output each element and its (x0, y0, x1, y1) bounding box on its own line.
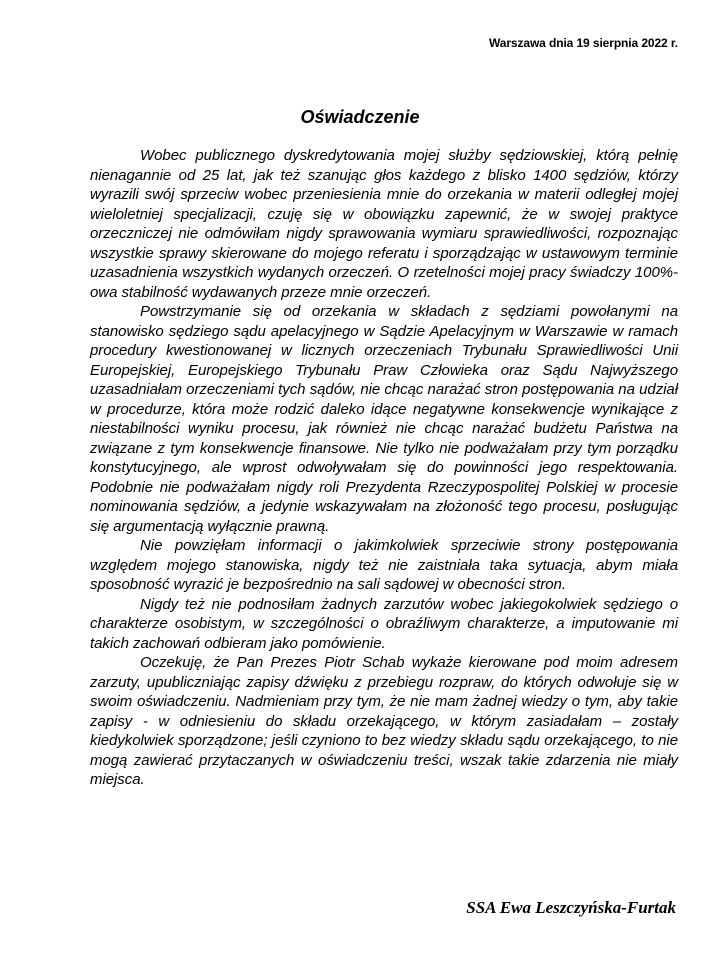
paragraph-4: Nigdy też nie podnosiłam żadnych zarzutów wobec jakiegokolwiek sędziego o charakterze osobistym, w szczególności o obraźliwym charakterze, a imputowanie mi takich zachowań odbieram jako pomówienie. (90, 595, 678, 652)
paragraph-2: Powstrzymanie się od orzekania w składach z sędziami powołanymi na stanowisko sędziego sądu apelacyjnego w Sądzie Apelacyjnym w Warszawie w ramach procedury kwestionowanej w licznych orzeczeniach Trybunału Sprawiedliwości Unii Europejskiej, Europejskiego Trybunału Praw Człowieka oraz Sądu Najwyższego uzasadniałam orzeczeniami tych sądów, nie chcąc narażać stron postępowania na udział w procedurze, która może rodzić daleko idące negatywne konsekwencje wynikające z niestabilności wyniku procesu, jak również nie chcąc narażać budżetu Państwa na związane z tym konsekwencje finansowe. Nie tylko nie podważałam przy tym porządku konstytucyjnego, ale wprost odwoływałam się do powinności jego respektowania. Podobnie nie podważałam nigdy roli Prezydenta Rzeczypospolitej Polskiej w procesie nominowania sędziów, a jedynie wskazywałam na złożoność tego procesu, posługując się argumentacją wyłącznie prawną. (90, 303, 678, 535)
document-body (90, 146, 678, 790)
paragraph-1: Wobec publicznego dyskredytowania mojej służby sędziowskiej, którą pełnię nienagannie od 25 lat, jak też szanując głos każdego z blisko 1400 sędziów, którzy wyrazili swój sprzeciw wobec przeniesienia mnie do orzekania w materii odległej mojej wieloletniej specjalizacji, czuję się w obowiązku zapewnić, że w swojej praktyce orzeczniczej nie odmówiłam nigdy sprawowania wymiaru sprawiedliwości, rozpoznając wszystkie sprawy skierowane do mojego referatu i sporządzając w ustawowym terminie uzasadnienia wszystkich wydanych orzeczeń. O rzetelności mojej pracy świadczy 100%- owa stabilność wydawanych przeze mnie orzeczeń. (90, 147, 678, 301)
document-title: Oświadczenie (300, 107, 420, 127)
signature: SSA Ewa Leszczyńska-Furtak (466, 898, 676, 917)
paragraph-3: Nie powzięłam informacji o jakimkolwiek sprzeciwie strony postępowania względem mojego stanowiska, nigdy też nie zaistniała taka sytuacja, abym miała sposobność wyrazić je bezpośrednio na sali sądowej w obecności stron. (90, 537, 678, 593)
date-line: Warszawa dnia 19 sierpnia 2022 r. (488, 36, 678, 50)
paragraph-5: Oczekuję, że Pan Prezes Piotr Schab wykaże kierowane pod moim adresem zarzuty, upubliczniając zapisy dźwięku z przebiegu rozpraw, do których odwołuje się w swoim oświadczeniu. Nadmieniam przy tym, że nie mam żadnej wiedzy o tym, aby takie zapisy - w odniesieniu do składu orzekającego, w którym zasiadałam – zostały kiedykolwiek sporządzone; jeśli czyniono to bez wiedzy składu sądu orzekającego, to nie mogą zawierać przytaczanych w oświadczeniu treści, wszak takie zdarzenia nie miały miejsca. (90, 654, 678, 788)
